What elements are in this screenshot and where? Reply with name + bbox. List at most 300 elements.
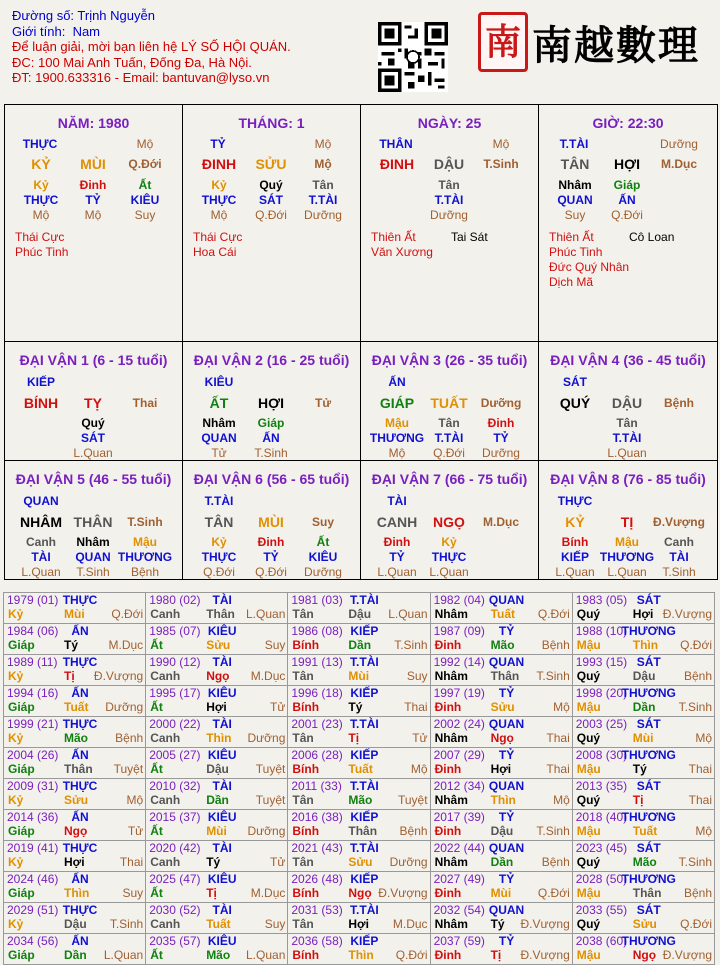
annual-stage: Thai bbox=[546, 731, 570, 745]
annual-stage: Mộ bbox=[695, 731, 712, 745]
annual-stage: Thai bbox=[546, 762, 570, 776]
pillar-title: GIỜ: 22:30 bbox=[592, 115, 664, 131]
annual-cell[interactable] bbox=[146, 779, 288, 810]
dai-van-hidden-god: TỶ bbox=[389, 550, 405, 564]
dai-van-hidden-stage: Dưỡng bbox=[304, 565, 342, 579]
annual-cell[interactable] bbox=[572, 841, 714, 872]
annual-ten-god: KIẾP bbox=[350, 748, 379, 762]
annual-ten-god: KIẾP bbox=[350, 934, 379, 948]
dai-van-box[interactable] bbox=[4, 460, 183, 580]
dai-van-stage: Suy bbox=[311, 515, 335, 529]
dai-van-ten-god: T.TÀI bbox=[204, 494, 234, 508]
dai-van-ten-god: KIÊU bbox=[204, 375, 234, 389]
annual-row bbox=[4, 686, 715, 717]
annual-branch: Sửu bbox=[206, 638, 231, 652]
annual-year: 1996 (18) bbox=[291, 686, 343, 700]
annual-cell[interactable] bbox=[146, 624, 288, 655]
annual-row bbox=[4, 872, 715, 903]
annual-ten-god: TÀI bbox=[212, 655, 232, 669]
annual-branch: Mão bbox=[632, 855, 657, 869]
annual-stage: Q.Đới bbox=[537, 886, 570, 900]
annual-year: 2028 (50) bbox=[575, 872, 628, 886]
annual-stage: Mộ bbox=[126, 793, 144, 807]
dai-van-box[interactable] bbox=[4, 341, 183, 461]
annual-stage: Dưỡng bbox=[105, 700, 144, 714]
annual-cell[interactable] bbox=[146, 903, 288, 934]
annual-year: 1993 (15) bbox=[575, 655, 628, 669]
annual-stage: Tử bbox=[412, 731, 428, 745]
annual-branch: Tị bbox=[632, 793, 644, 807]
pillar-title: NGÀY: 25 bbox=[417, 115, 482, 131]
annual-ten-god: T.TÀI bbox=[350, 841, 379, 855]
annual-ten-god: KIÊU bbox=[207, 748, 237, 762]
dai-van-hidden-god: TỶ bbox=[263, 550, 279, 564]
annual-cell[interactable] bbox=[572, 779, 714, 810]
annual-cell[interactable] bbox=[288, 717, 430, 748]
annual-cell[interactable] bbox=[146, 872, 288, 903]
annual-cell[interactable] bbox=[288, 624, 430, 655]
annual-branch: Thìn bbox=[206, 731, 232, 745]
annual-branch: Tị bbox=[348, 731, 360, 745]
annual-stem: Canh bbox=[150, 669, 181, 683]
annual-ten-god: TỶ bbox=[498, 686, 515, 700]
hidden-stage: Dưỡng bbox=[430, 208, 468, 222]
annual-cell[interactable] bbox=[572, 655, 714, 686]
dai-van-stage: Bệnh bbox=[664, 396, 694, 410]
annual-stem: Mậu bbox=[576, 824, 601, 838]
annual-cell[interactable] bbox=[4, 624, 146, 655]
dai-van-branch: THÂN bbox=[73, 514, 113, 530]
annual-stem: Kỷ bbox=[8, 669, 24, 683]
annual-cell[interactable] bbox=[288, 810, 430, 841]
annual-cell[interactable] bbox=[572, 624, 714, 655]
annual-branch: Hợi bbox=[64, 855, 85, 869]
annual-stem: Ất bbox=[150, 948, 163, 962]
phone-email-line[interactable]: ĐT: 1900.633316 - Email: bantuvan@lyso.vn bbox=[12, 70, 270, 85]
annual-branch: Hợi bbox=[348, 917, 369, 931]
dai-van-box[interactable] bbox=[538, 341, 718, 461]
annual-year: 1997 (19) bbox=[433, 686, 485, 700]
pillar-box[interactable] bbox=[182, 104, 361, 342]
annual-ten-god: QUAN bbox=[488, 841, 525, 855]
dai-van-hidden-god: THƯƠNG bbox=[369, 431, 425, 445]
annual-cell[interactable] bbox=[4, 810, 146, 841]
dai-van-hidden-stem: Quý bbox=[81, 416, 105, 430]
annual-stem: Kỷ bbox=[8, 855, 24, 869]
annual-stage: Đ.Vượng bbox=[662, 948, 712, 962]
annual-ten-god: QUAN bbox=[488, 779, 525, 793]
annual-year: 2018 (40) bbox=[575, 810, 628, 824]
annual-cell[interactable] bbox=[430, 841, 572, 872]
annual-ten-god: SÁT bbox=[636, 779, 661, 793]
annual-stage: T.Sinh bbox=[678, 855, 712, 869]
dai-van-hidden-stem: Mậu bbox=[133, 535, 157, 549]
hidden-stage: Q.Đới bbox=[255, 208, 287, 222]
dai-van-stem: ẤT bbox=[209, 395, 229, 411]
annual-cell[interactable] bbox=[430, 872, 572, 903]
annual-cell[interactable] bbox=[146, 593, 288, 624]
annual-branch: Tý bbox=[64, 638, 79, 652]
dai-van-hidden-stem: Kỷ bbox=[211, 535, 227, 549]
dai-van-hidden-stem: Tân bbox=[438, 416, 460, 430]
annual-ten-god: KIẾP bbox=[350, 872, 379, 886]
annual-stem: Bính bbox=[292, 700, 320, 714]
annual-ten-god: KIÊU bbox=[207, 686, 237, 700]
annual-cell[interactable] bbox=[288, 779, 430, 810]
annual-stem: Bính bbox=[292, 948, 320, 962]
annual-cell[interactable] bbox=[572, 717, 714, 748]
dai-van-hidden-stage: Dưỡng bbox=[482, 446, 520, 460]
annual-cell[interactable] bbox=[288, 593, 430, 624]
pillar-box[interactable] bbox=[4, 104, 183, 342]
dai-van-box[interactable] bbox=[360, 460, 539, 580]
dai-van-stem: GIÁP bbox=[379, 395, 415, 411]
annual-cell[interactable] bbox=[4, 903, 146, 934]
annual-year: 2000 (22) bbox=[149, 717, 201, 731]
star-item: Thiên Ất bbox=[549, 230, 594, 244]
annual-branch: Thìn bbox=[348, 948, 374, 962]
annual-cell[interactable] bbox=[146, 717, 288, 748]
annual-ten-god: T.TÀI bbox=[350, 593, 379, 607]
annual-ten-god: THƯƠNG bbox=[621, 624, 676, 638]
annual-stage: Q.Đới bbox=[680, 638, 712, 652]
dai-van-stage: Tử bbox=[314, 396, 332, 410]
annual-branch: Mão bbox=[490, 638, 515, 652]
annual-stem: Tân bbox=[292, 669, 314, 683]
annual-stem: Đinh bbox=[434, 886, 462, 900]
annual-ten-god: KIÊU bbox=[207, 624, 237, 638]
annual-cell[interactable] bbox=[572, 593, 714, 624]
annual-ten-god: QUAN bbox=[488, 717, 525, 731]
annual-ten-god: KIÊU bbox=[207, 810, 237, 824]
annual-stage: Tuyệt bbox=[397, 793, 428, 807]
dai-van-hidden-stage: T.Sinh bbox=[76, 565, 110, 579]
annual-stem: Kỷ bbox=[8, 793, 24, 807]
heavenly-stem: ĐINH bbox=[379, 156, 415, 172]
annual-ten-god: THƯƠNG bbox=[621, 810, 676, 824]
star-item: Phúc Tinh bbox=[15, 245, 69, 259]
annual-branch: Tị bbox=[490, 948, 502, 962]
dai-van-box[interactable] bbox=[360, 341, 539, 461]
heavenly-stem: TÂN bbox=[560, 156, 590, 172]
pillar-title: THÁNG: 1 bbox=[238, 115, 305, 131]
annual-year: 2005 (27) bbox=[149, 748, 201, 762]
annual-branch: Mão bbox=[206, 948, 231, 962]
annual-cell[interactable] bbox=[4, 841, 146, 872]
gender-label: Giới tính: bbox=[12, 23, 66, 39]
annual-cell[interactable] bbox=[430, 624, 572, 655]
dai-van-hidden-stem: Đinh bbox=[487, 416, 515, 430]
annual-cell[interactable] bbox=[4, 779, 146, 810]
annual-year: 2035 (57) bbox=[149, 934, 201, 948]
annual-year: 2033 (55) bbox=[575, 903, 628, 917]
dai-van-title: ĐẠI VẬN 4 (36 - 45 tuổi) bbox=[550, 352, 706, 368]
annual-stage: Dưỡng bbox=[389, 855, 428, 869]
annual-stem: Nhâm bbox=[434, 669, 468, 683]
hidden-stage: Mộ bbox=[210, 208, 228, 222]
dai-van-ten-god: THỰC bbox=[557, 494, 593, 508]
annual-cell[interactable] bbox=[4, 686, 146, 717]
annual-branch: Hợi bbox=[632, 607, 654, 621]
annual-cell[interactable] bbox=[288, 841, 430, 872]
annual-year: 2038 (60) bbox=[575, 934, 628, 948]
dai-van-stem: NHÂM bbox=[20, 514, 62, 530]
annual-cell[interactable] bbox=[430, 686, 572, 717]
dai-van-box[interactable] bbox=[182, 460, 361, 580]
annual-stage: Q.Đới bbox=[680, 917, 712, 931]
dai-van-hidden-stage: L.Quan bbox=[21, 565, 61, 579]
annual-cell[interactable] bbox=[146, 686, 288, 717]
annual-branch: Dậu bbox=[348, 607, 372, 621]
annual-year: 1991 (13) bbox=[291, 655, 343, 669]
dai-van-box[interactable] bbox=[182, 341, 361, 461]
dai-van-hidden-god: TÀI bbox=[669, 550, 689, 564]
dai-van-hidden-stem: Kỷ bbox=[441, 535, 457, 549]
dai-van-title: ĐẠI VẬN 6 (56 - 65 tuổi) bbox=[193, 471, 350, 487]
annual-year: 1992 (14) bbox=[433, 655, 485, 669]
annual-branch: Dậu bbox=[632, 669, 656, 683]
annual-cell[interactable] bbox=[288, 872, 430, 903]
annual-branch: Dậu bbox=[490, 824, 514, 838]
annual-year: 2036 (58) bbox=[291, 934, 343, 948]
annual-year: 2012 (34) bbox=[433, 779, 485, 793]
dai-van-hidden-stem: Đinh bbox=[257, 535, 285, 549]
annual-ten-god: KIÊU bbox=[207, 872, 237, 886]
annual-ten-god: TỶ bbox=[498, 872, 515, 886]
hidden-stage: Mộ bbox=[84, 208, 102, 222]
annual-year: 2015 (37) bbox=[149, 810, 201, 824]
annual-year: 1984 (06) bbox=[7, 624, 59, 638]
dai-van-box[interactable] bbox=[538, 460, 718, 580]
annual-branch: Sửu bbox=[632, 917, 657, 931]
hidden-ten-god: TỶ bbox=[85, 193, 101, 207]
annual-cell[interactable] bbox=[572, 903, 714, 934]
annual-branch: Mão bbox=[348, 793, 373, 807]
annual-ten-god: THƯƠNG bbox=[621, 934, 676, 948]
annual-stem: Bính bbox=[292, 824, 320, 838]
annual-stem: Đinh bbox=[434, 762, 462, 776]
annual-cell[interactable] bbox=[430, 779, 572, 810]
annual-ten-god: SÁT bbox=[636, 841, 661, 855]
hidden-ten-god: KIÊU bbox=[130, 193, 160, 207]
annual-cell[interactable] bbox=[288, 748, 430, 779]
annual-stem: Đinh bbox=[434, 700, 462, 714]
annual-branch: Dậu bbox=[64, 917, 87, 931]
hidden-ten-god: T.TÀI bbox=[308, 193, 338, 207]
dai-van-hidden-stem: Mậu bbox=[385, 416, 409, 430]
hidden-ten-god: ẤN bbox=[618, 193, 636, 207]
annual-row bbox=[4, 748, 715, 779]
dai-van-hidden-stem: Nhâm bbox=[76, 535, 110, 549]
annual-stem: Canh bbox=[150, 607, 181, 621]
annual-branch: Tý bbox=[348, 700, 363, 714]
annual-year: 1980 (02) bbox=[149, 593, 201, 607]
annual-stem: Tân bbox=[292, 917, 314, 931]
annual-ten-god: QUAN bbox=[488, 903, 525, 917]
annual-stage: Q.Đới bbox=[395, 948, 428, 962]
annual-cell[interactable] bbox=[572, 810, 714, 841]
annual-cell[interactable] bbox=[288, 686, 430, 717]
annual-ten-god: ẤN bbox=[71, 872, 89, 886]
annual-cell[interactable] bbox=[4, 748, 146, 779]
annual-stem: Giáp bbox=[8, 638, 35, 652]
annual-cell[interactable] bbox=[572, 748, 714, 779]
annual-stem: Nhâm bbox=[434, 793, 468, 807]
dai-van-hidden-god: TÀI bbox=[31, 550, 51, 564]
annual-stage: Tuyệt bbox=[255, 762, 286, 776]
annual-year: 2025 (47) bbox=[149, 872, 201, 886]
hidden-ten-god: THỰC bbox=[201, 193, 237, 207]
annual-ten-god: T.TÀI bbox=[350, 903, 379, 917]
annual-year: 2021 (43) bbox=[291, 841, 343, 855]
dai-van-stage: M.Dục bbox=[483, 515, 519, 529]
annual-stage: Suy bbox=[264, 917, 286, 931]
pillar-box[interactable] bbox=[538, 104, 718, 342]
annual-stage: Suy bbox=[264, 638, 286, 652]
annual-row bbox=[4, 655, 715, 686]
pillar-stage: Mộ bbox=[314, 137, 332, 151]
annual-stage: T.Sinh bbox=[109, 917, 144, 931]
annual-stem: Ất bbox=[150, 638, 163, 652]
annual-stage: L.Quan bbox=[246, 607, 286, 621]
annual-branch: Ngọ bbox=[348, 886, 372, 900]
annual-branch: Mùi bbox=[64, 607, 85, 621]
annual-cell[interactable] bbox=[146, 841, 288, 872]
qr-code-icon[interactable] bbox=[378, 22, 448, 92]
dai-van-hidden-stem: Mậu bbox=[615, 535, 639, 549]
annual-stage: Bệnh bbox=[115, 731, 144, 745]
annual-stage: Mộ bbox=[695, 824, 712, 838]
annual-ten-god: THỰC bbox=[62, 841, 98, 855]
annual-branch: Dần bbox=[632, 700, 656, 714]
dai-van-hidden-god: QUAN bbox=[75, 550, 111, 564]
dai-van-branch: MÙI bbox=[258, 514, 284, 530]
annual-cell[interactable] bbox=[572, 872, 714, 903]
pillar-stage: Mộ bbox=[136, 137, 154, 151]
dai-van-stage: Dưỡng bbox=[480, 396, 522, 410]
annual-year: 2023 (45) bbox=[575, 841, 628, 855]
annual-cell[interactable] bbox=[4, 593, 146, 624]
annual-branch: Ngọ bbox=[64, 824, 88, 838]
annual-ten-god: KIÊU bbox=[207, 934, 237, 948]
annual-cell[interactable] bbox=[288, 903, 430, 934]
annual-year: 1982 (04) bbox=[433, 593, 485, 607]
star-item: Thái Cực bbox=[15, 230, 65, 244]
hidden-stage: Dưỡng bbox=[304, 208, 342, 222]
annual-stem: Kỷ bbox=[8, 731, 24, 745]
annual-cell[interactable] bbox=[430, 748, 572, 779]
annual-ten-god: T.TÀI bbox=[350, 779, 379, 793]
annual-year: 1994 (16) bbox=[7, 686, 59, 700]
annual-stage: Dưỡng bbox=[247, 731, 286, 745]
annual-ten-god: SÁT bbox=[636, 903, 661, 917]
dai-van-hidden-god: T.TÀI bbox=[612, 431, 642, 445]
annual-stem: Bính bbox=[292, 762, 320, 776]
annual-branch: Sửu bbox=[490, 700, 515, 714]
annual-stem: Ất bbox=[150, 824, 163, 838]
annual-branch: Tý bbox=[490, 917, 505, 931]
annual-ten-god: SÁT bbox=[636, 655, 661, 669]
annual-cell[interactable] bbox=[146, 810, 288, 841]
pillar-title: NĂM: 1980 bbox=[57, 115, 130, 131]
annual-cell[interactable] bbox=[430, 655, 572, 686]
dai-van-hidden-stem: Đinh bbox=[383, 535, 411, 549]
annual-stem: Nhâm bbox=[434, 731, 468, 745]
annual-cell[interactable] bbox=[572, 686, 714, 717]
dai-van-branch: TỴ bbox=[84, 395, 102, 411]
annual-stage: Bệnh bbox=[399, 824, 428, 838]
annual-stage: Đ.Vượng bbox=[662, 607, 712, 621]
annual-ten-god: THỰC bbox=[62, 655, 98, 669]
annual-branch: Dậu bbox=[206, 762, 229, 776]
hidden-ten-god: T.TÀI bbox=[434, 193, 464, 207]
annual-branch: Sửu bbox=[348, 855, 373, 869]
street-line: Đường số: Trịnh Nguyễn bbox=[12, 8, 155, 23]
annual-ten-god: T.TÀI bbox=[350, 717, 379, 731]
star-item: Hoa Cái bbox=[193, 245, 237, 259]
annual-stem: Giáp bbox=[8, 700, 35, 714]
annual-year: 1999 (21) bbox=[7, 717, 59, 731]
annual-stage: Thai bbox=[404, 700, 428, 714]
annual-stage: Bệnh bbox=[683, 669, 712, 683]
annual-cell[interactable] bbox=[4, 655, 146, 686]
annual-cell[interactable] bbox=[430, 810, 572, 841]
annual-branch: Tý bbox=[632, 762, 647, 776]
annual-cell[interactable] bbox=[430, 717, 572, 748]
annual-ten-god: TÀI bbox=[212, 841, 232, 855]
annual-year: 1995 (17) bbox=[149, 686, 201, 700]
annual-cell[interactable] bbox=[146, 655, 288, 686]
annual-year: 2027 (49) bbox=[433, 872, 485, 886]
annual-cell[interactable] bbox=[430, 903, 572, 934]
dai-van-stage: Đ.Vượng bbox=[653, 515, 705, 529]
annual-stem: Quý bbox=[576, 731, 601, 745]
annual-cell[interactable] bbox=[4, 872, 146, 903]
annual-year: 2002 (24) bbox=[433, 717, 485, 731]
annual-cell[interactable] bbox=[288, 655, 430, 686]
annual-cell[interactable] bbox=[146, 748, 288, 779]
dai-van-title: ĐẠI VẬN 3 (26 - 35 tuổi) bbox=[371, 352, 528, 368]
annual-stem: Mậu bbox=[576, 948, 601, 962]
star-item: Cô Loan bbox=[629, 230, 675, 244]
dai-van-ten-god: SÁT bbox=[563, 375, 587, 389]
dai-van-hidden-stage: Q.Đới bbox=[433, 446, 465, 460]
annual-stem: Quý bbox=[576, 669, 601, 683]
annual-branch: Ngọ bbox=[490, 731, 514, 745]
dai-van-branch: HỢI bbox=[258, 395, 284, 411]
annual-ten-god: TÀI bbox=[212, 903, 232, 917]
heavenly-stem: ĐINH bbox=[201, 156, 237, 172]
annual-cell[interactable] bbox=[4, 717, 146, 748]
pillar-box[interactable] bbox=[360, 104, 539, 342]
annual-stem: Kỷ bbox=[8, 917, 24, 931]
hidden-stem: Tân bbox=[312, 178, 334, 192]
annual-stem: Mậu bbox=[576, 886, 601, 900]
dai-van-branch: NGỌ bbox=[433, 514, 465, 530]
annual-year: 2017 (39) bbox=[433, 810, 485, 824]
annual-stage: Thai bbox=[119, 855, 144, 869]
dai-van-stem: KỶ bbox=[565, 514, 585, 530]
dai-van-hidden-stem: Ất bbox=[316, 535, 330, 549]
annual-branch: Hợi bbox=[206, 700, 227, 714]
gender-value: Nam bbox=[72, 23, 101, 39]
annual-ten-god: KIẾP bbox=[350, 624, 379, 638]
annual-row bbox=[4, 841, 715, 872]
dai-van-stage: Thai bbox=[132, 396, 158, 410]
dai-van-hidden-stem: Tân bbox=[616, 416, 638, 430]
annual-cell[interactable] bbox=[430, 593, 572, 624]
annual-stage: Đ.Vượng bbox=[378, 886, 428, 900]
